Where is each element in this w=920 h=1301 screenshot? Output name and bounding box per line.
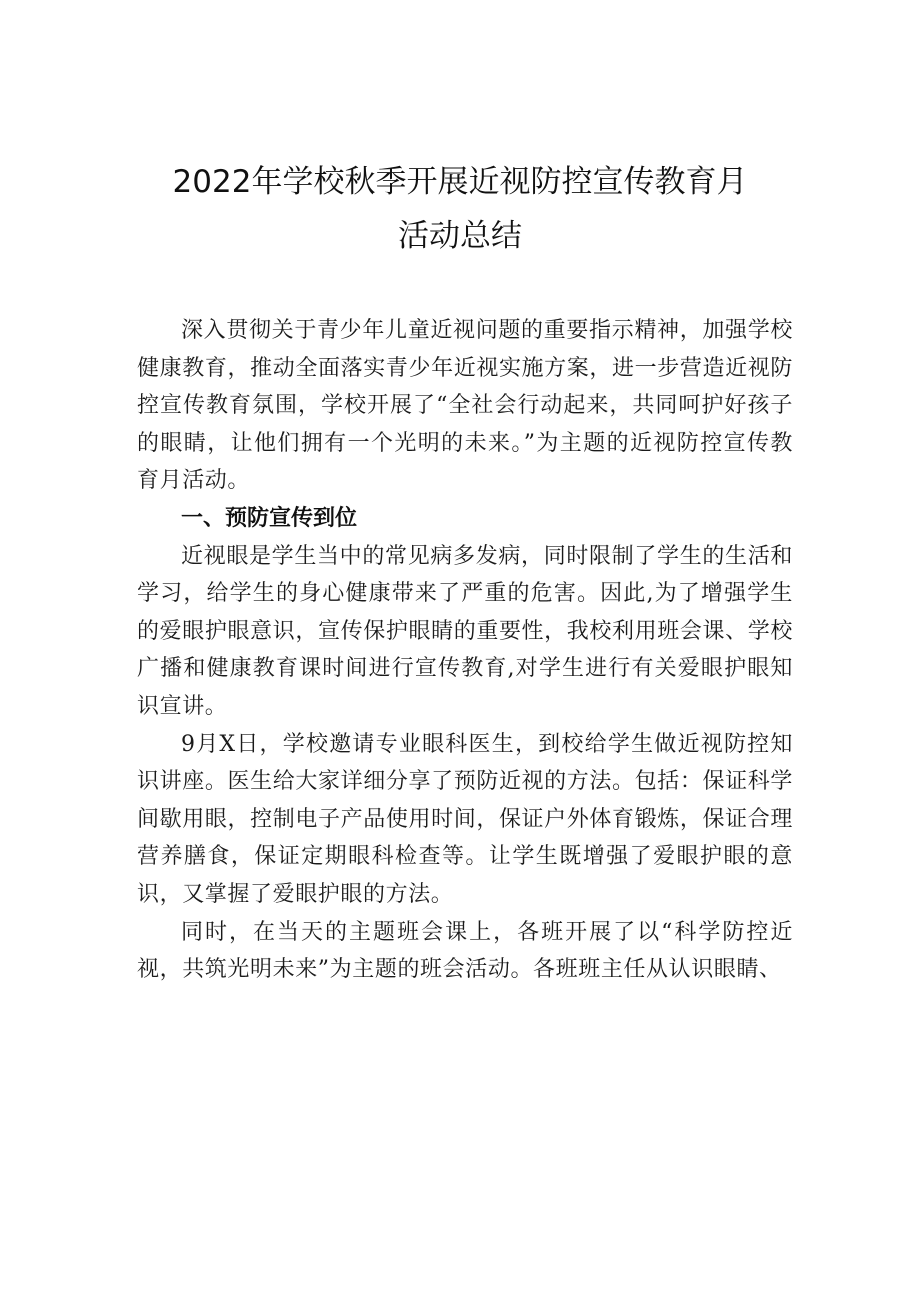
document-title-line-1: 2022年学校秋季开展近视防控宣传教育月 [172,164,748,200]
document-body [137,312,793,989]
body-paragraph-1: 近视眼是学生当中的常见病多发病，同时限制了学生的生活和学习，给学生的身心健康带来了严重的危害。因此,为了增强学生的爱眼护眼意识，宣传保护眼睛的重要性，我校利用班会课、学校广播和健康教育课时间进行宣传教育,对学生进行有关爱眼护眼知识宣讲。 [137,543,793,719]
intro-paragraph: 深入贯彻关于青少年儿童近视问题的重要指示精神，加强学校健康教育，推动全面落实青少年近视实施方案，进一步营造近视防控宣传教育氛围，学校开展了“全社会行动起来，共同呵护好孩子的眼睛，让他们拥有一个光明的未来。”为主题的近视防控宣传教育月活动。 [137,318,793,494]
section-heading-1: 一、预防宣传到位 [181,505,358,531]
body-paragraph-3: 同时，在当天的主题班会课上，各班开展了以“科学防控近视，共筑光明未来”为主题的班会活动。各班班主任从认识眼睛、 [137,919,793,983]
document-title-line-2: 活动总结 [398,218,522,254]
body-paragraph-2: 9月X日，学校邀请专业眼科医生，到校给学生做近视防控知识讲座。医生给大家详细分享了预防近视的方法。包括：保证科学间歇用眼，控制电子产品使用时间，保证户外体育锻炼，保证合理营养膳食，保证定期眼科检查等。让学生既增强了爱眼护眼的意识，又掌握了爱眼护眼的方法。 [137,731,793,907]
